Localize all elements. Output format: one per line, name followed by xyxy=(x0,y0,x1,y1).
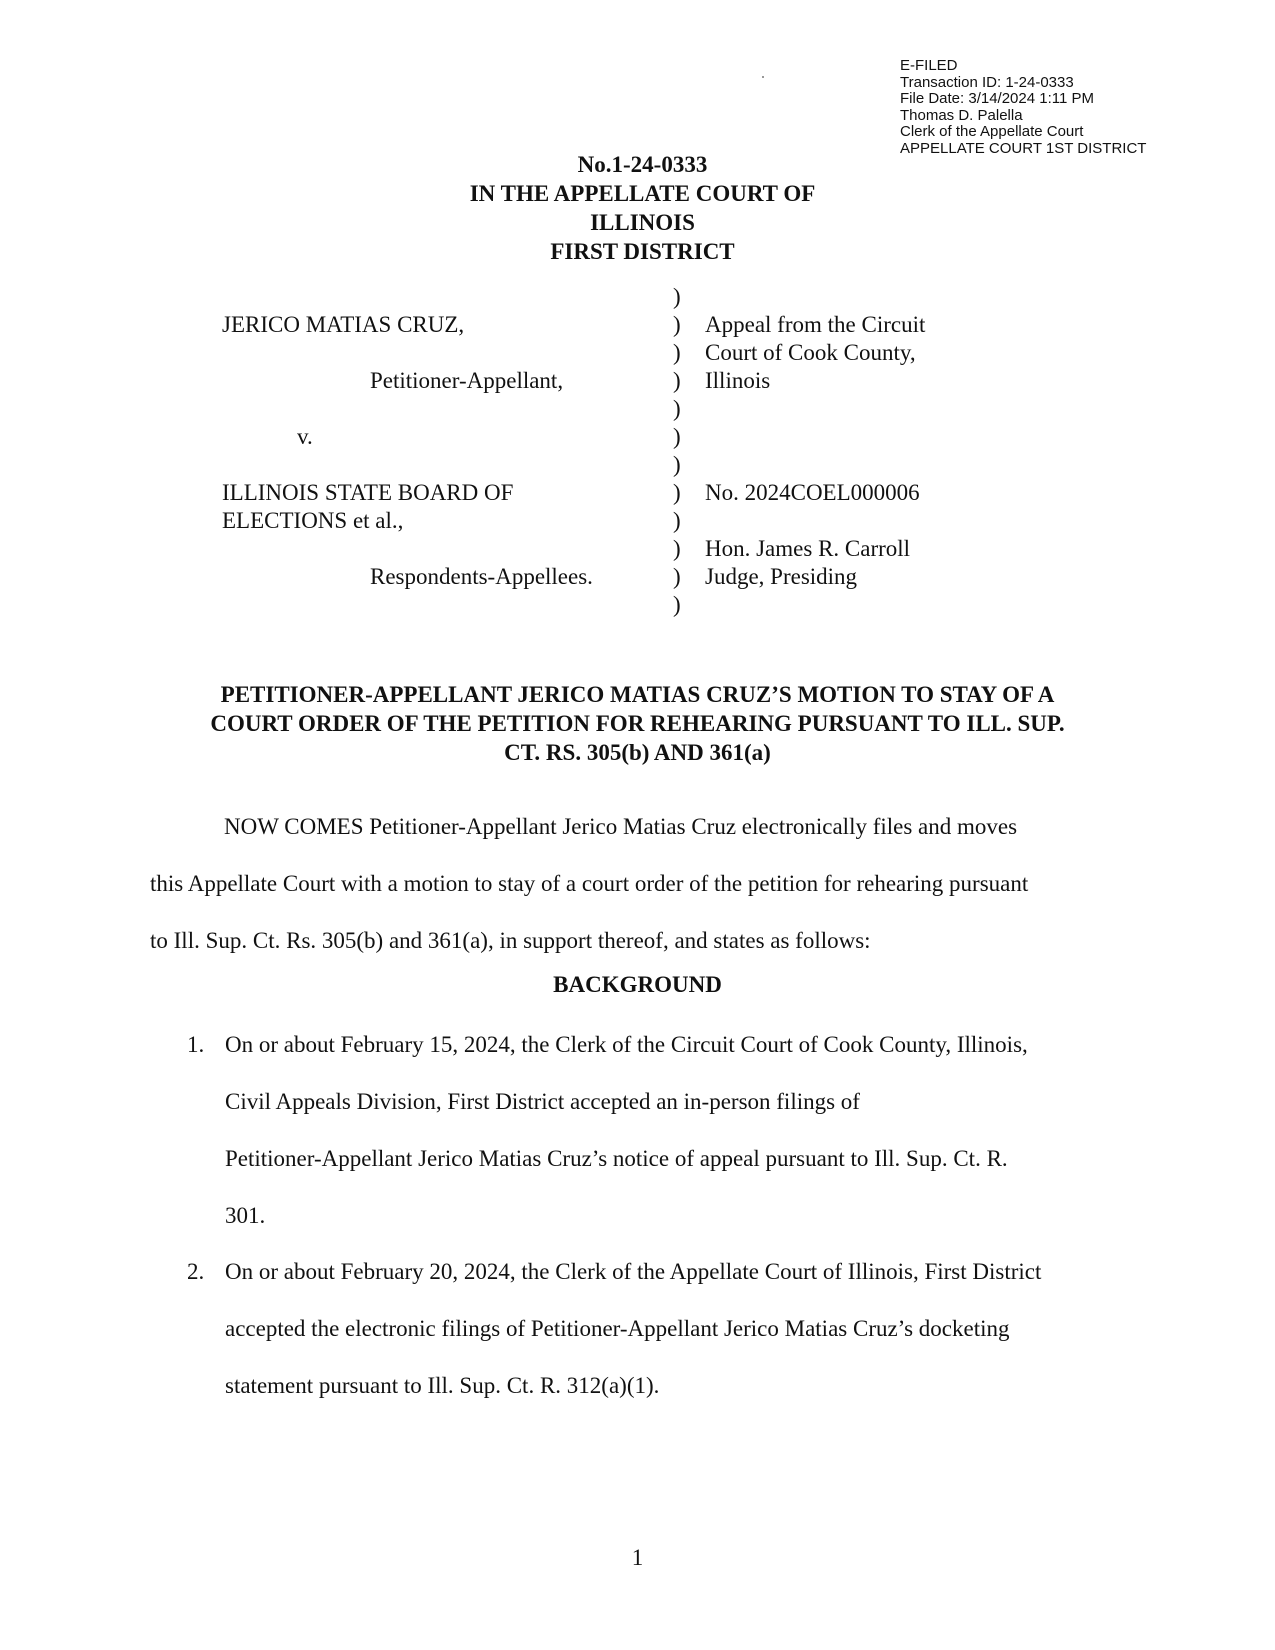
efile-stamp xyxy=(900,58,1146,157)
judge-title: Judge, Presiding xyxy=(705,564,858,589)
paragraph-number: 2. xyxy=(187,1259,205,1284)
appeal-from-line1: Appeal from the Circuit xyxy=(705,312,926,337)
intro-paragraph xyxy=(150,798,1140,969)
scan-speck xyxy=(762,76,764,78)
paragraph-number: 1. xyxy=(187,1032,205,1057)
appeal-from-line3: Illinois xyxy=(705,368,771,393)
stamp-line: APPELLATE COURT 1ST DISTRICT xyxy=(900,139,1147,157)
paragraph-line: On or about February 20, 2024, the Clerk of the Appellate Court of Illinois, First District xyxy=(225,1259,1042,1284)
stamp-line: E-FILED xyxy=(900,57,958,74)
case-caption xyxy=(0,150,1275,266)
respondent-role: Respondents-Appellees. xyxy=(370,564,593,589)
motion-title-line3: CT. RS. 305(b) AND 361(a) xyxy=(504,740,771,765)
petitioner-name: JERICO MATIAS CRUZ, xyxy=(222,312,465,337)
paragraph-line: accepted the electronic filings of Petitioner-Appellant Jerico Matias Cruz’s docketing xyxy=(225,1316,1010,1341)
case-number: No.1-24-0333 xyxy=(577,152,708,177)
intro-line2: this Appellate Court with a motion to stay of a court order of the petition for rehearing pursuant xyxy=(150,871,1029,896)
intro-line1: NOW COMES Petitioner-Appellant Jerico Matias Cruz electronically files and moves xyxy=(224,814,1018,839)
stamp-line: Transaction ID: 1-24-0333 xyxy=(900,73,1074,91)
motion-title-line2: COURT ORDER OF THE PETITION FOR REHEARING PURSUANT TO ILL. SUP. xyxy=(210,711,1065,736)
caption-paren: ) xyxy=(673,368,681,393)
judge-name: Hon. James R. Carroll xyxy=(705,536,911,561)
respondent-name-line1: ILLINOIS STATE BOARD OF xyxy=(222,480,514,505)
stamp-line: File Date: 3/14/2024 1:11 PM xyxy=(900,90,1095,107)
caption-paren: ) xyxy=(673,340,681,365)
page-number: 1 xyxy=(631,1545,644,1570)
paragraph-line: Petitioner-Appellant Jerico Matias Cruz’s notice of appeal pursuant to Ill. Sup. Ct. R. xyxy=(225,1146,1008,1171)
versus-label: v. xyxy=(297,424,313,449)
caption-paren: ) xyxy=(673,480,681,505)
stamp-line: Thomas D. Palella xyxy=(900,106,1023,124)
motion-title-line1: PETITIONER-APPELLANT JERICO MATIAS CRUZ’S MOTION TO STAY OF A xyxy=(220,682,1055,707)
petitioner-role: Petitioner-Appellant, xyxy=(370,368,564,393)
stamp-line: Clerk of the Appellate Court xyxy=(900,123,1084,140)
court-name-line1: IN THE APPELLATE COURT OF xyxy=(469,181,816,206)
lower-court-case-number: No. 2024COEL000006 xyxy=(705,480,920,505)
section-heading: BACKGROUND xyxy=(553,972,722,997)
caption-paren: ) xyxy=(673,564,681,589)
numbered-paragraph xyxy=(187,1243,1137,1414)
caption-paren: ) xyxy=(673,508,681,533)
caption-paren: ) xyxy=(673,284,681,309)
caption-paren: ) xyxy=(673,592,681,617)
paragraph-line: On or about February 15, 2024, the Clerk of the Circuit Court of Cook County, Illinois, xyxy=(225,1032,1028,1057)
caption-paren: ) xyxy=(673,424,681,449)
paragraph-line: Civil Appeals Division, First District accepted an in-person filings of xyxy=(225,1089,860,1114)
court-name-line2: ILLINOIS xyxy=(590,210,695,235)
caption-paren: ) xyxy=(673,396,681,421)
caption-paren: ) xyxy=(673,452,681,477)
paragraph-line: 301. xyxy=(225,1203,266,1228)
caption-paren: ) xyxy=(673,536,681,561)
caption-paren: ) xyxy=(673,312,681,337)
motion-title xyxy=(150,680,1125,767)
intro-line3: to Ill. Sup. Ct. Rs. 305(b) and 361(a), in support thereof, and states as follows: xyxy=(150,928,871,953)
numbered-paragraph xyxy=(187,1016,1137,1244)
respondent-name-line2: ELECTIONS et al., xyxy=(222,508,404,533)
court-district: FIRST DISTRICT xyxy=(550,239,735,264)
appeal-from-line2: Court of Cook County, xyxy=(705,340,916,365)
paragraph-line: statement pursuant to Ill. Sup. Ct. R. 312(a)(1). xyxy=(225,1373,660,1398)
